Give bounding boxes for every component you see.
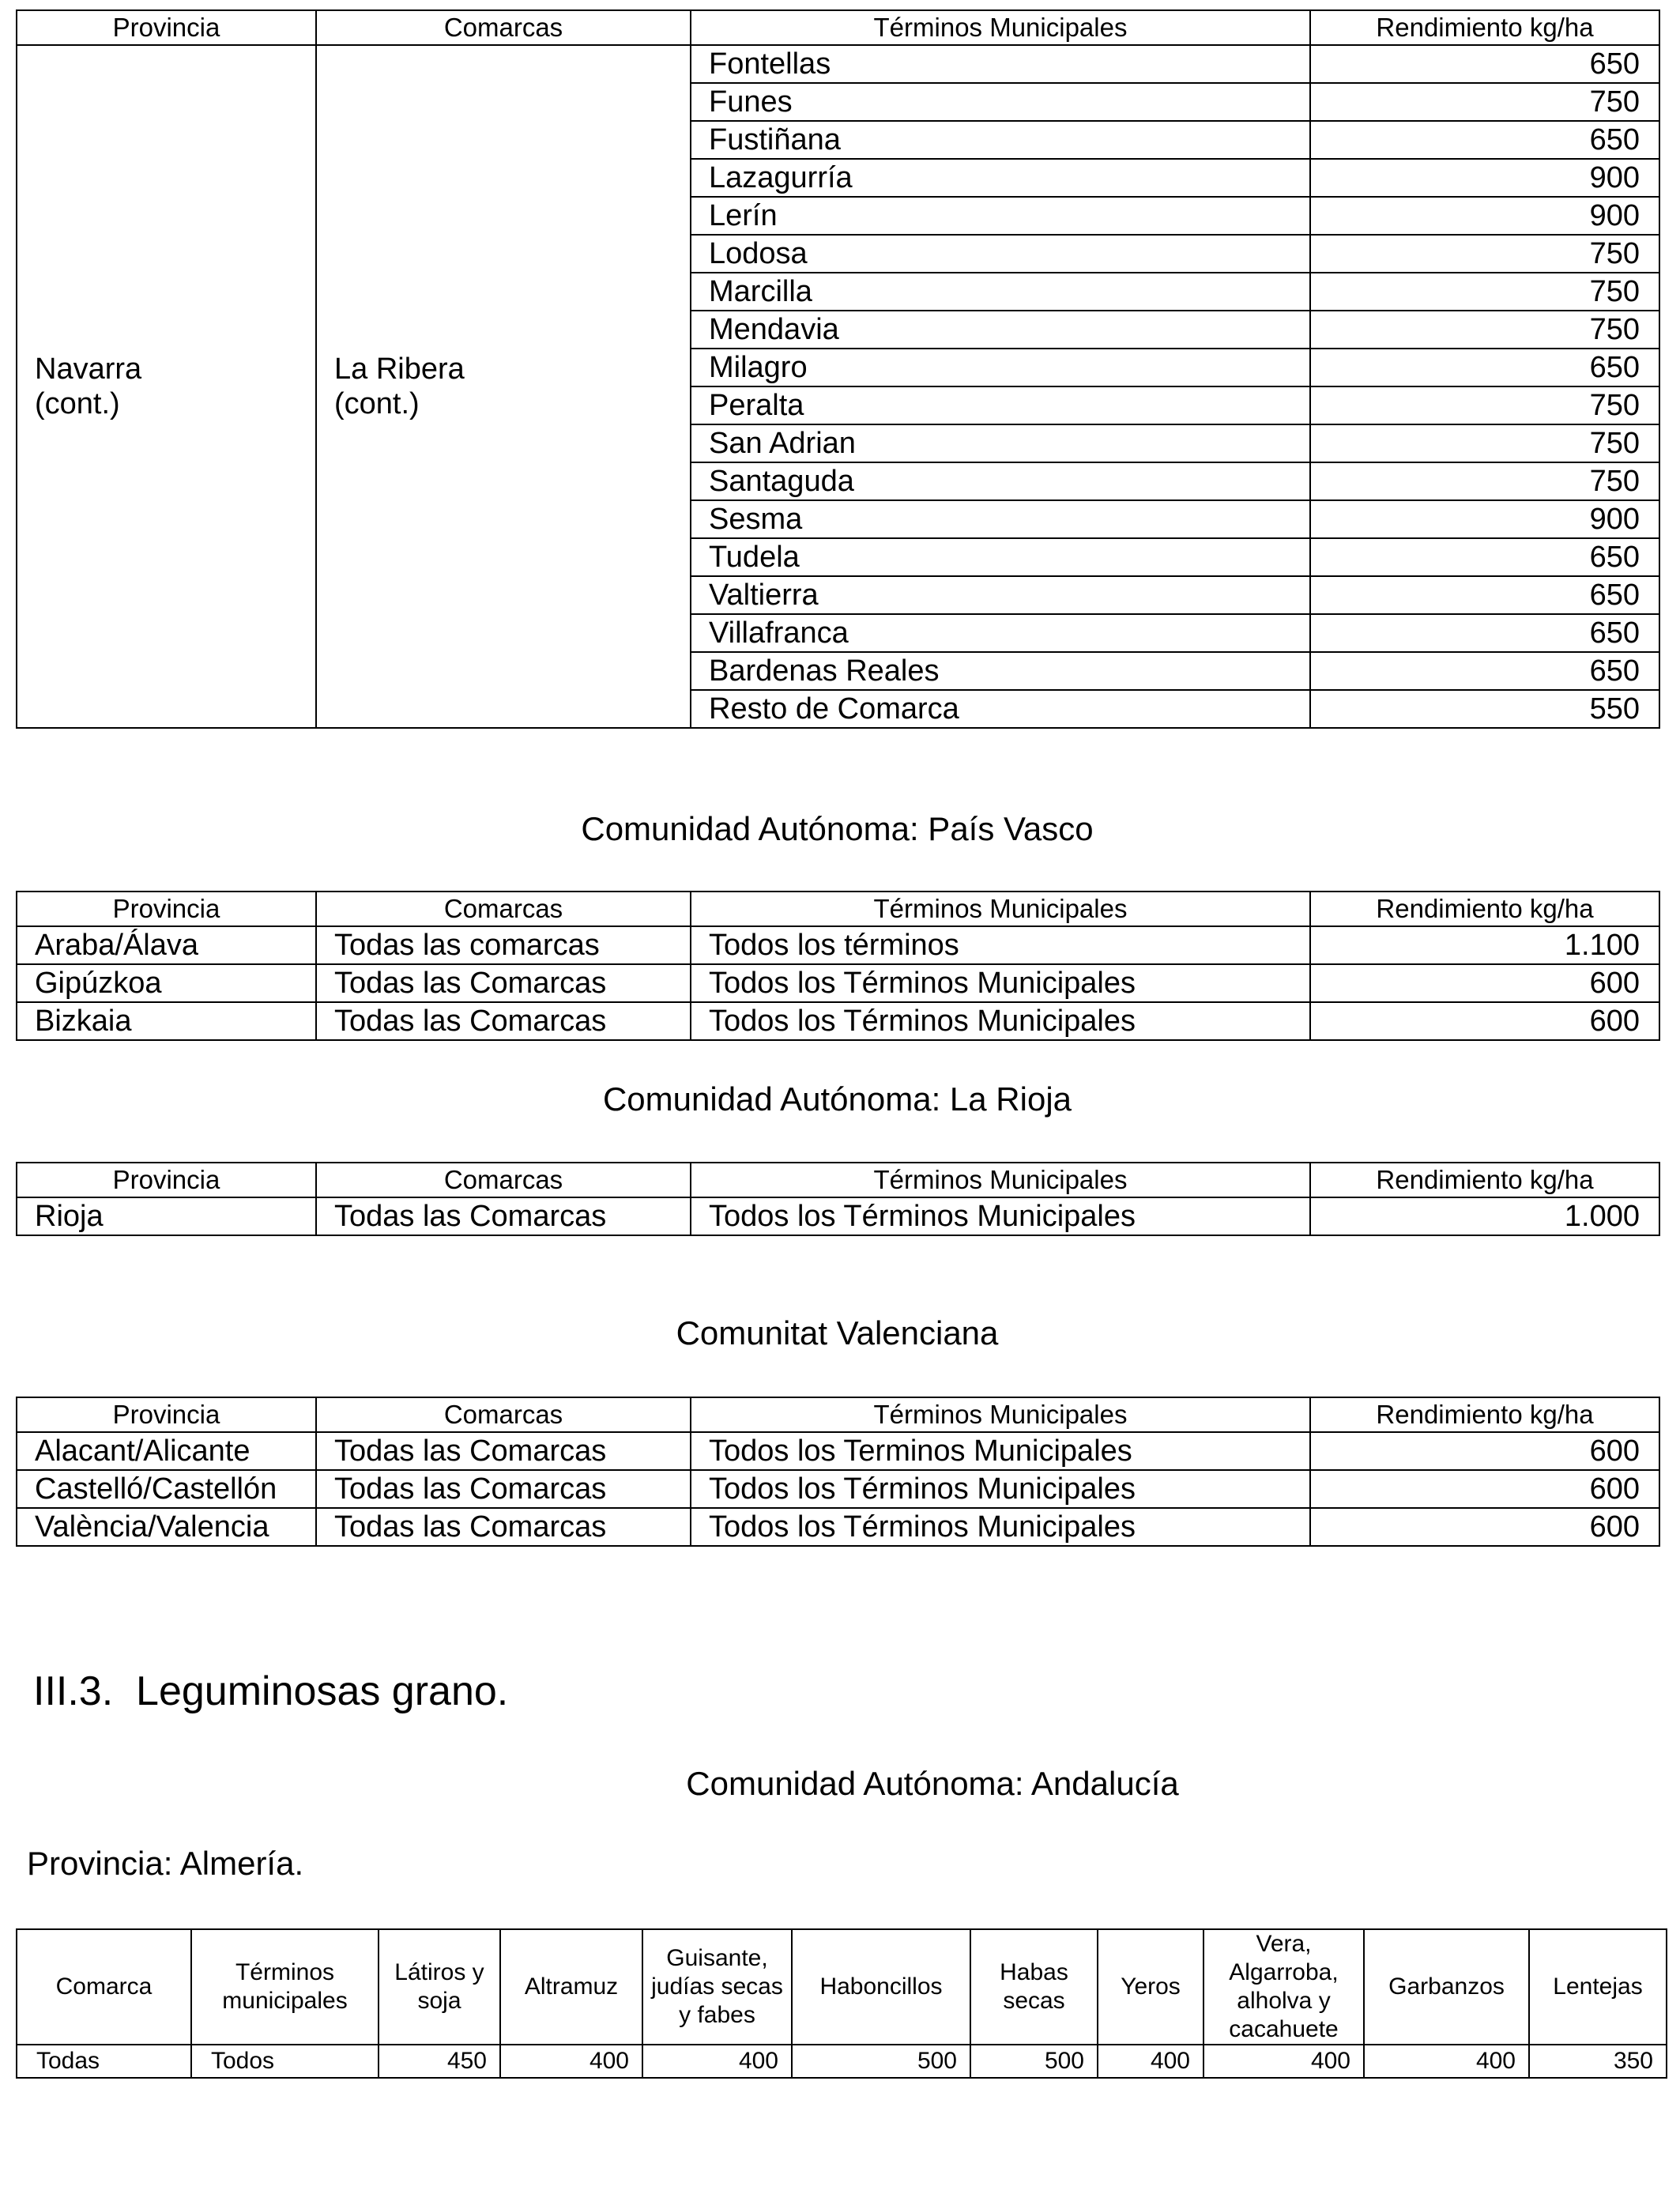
termino-cell: Marcilla	[691, 273, 1310, 311]
table-row	[17, 1197, 1659, 1235]
provincia-cont: (cont.)	[35, 387, 120, 420]
header-lentejas: Lentejas	[1529, 1929, 1667, 2045]
provincia-cell	[17, 45, 316, 728]
rendimiento-cell: 550	[1310, 690, 1659, 728]
valenciana-title: Comunitat Valenciana	[676, 1314, 999, 1351]
provincia-cell: Rioja	[17, 1197, 316, 1235]
header-terminos: Términos Municipales	[691, 10, 1310, 45]
rendimiento-cell: 650	[1310, 614, 1659, 652]
table-header-row	[17, 892, 1659, 926]
rendimiento-cell: 650	[1310, 576, 1659, 614]
provincia-cell: Gipúzkoa	[17, 964, 316, 1002]
comarca-cell: Todas las Comarcas	[316, 964, 691, 1002]
provincia-line: Navarra	[35, 352, 142, 386]
termino-cell: San Adrian	[691, 424, 1310, 462]
table-row	[17, 45, 1659, 83]
la-rioja-table	[16, 1162, 1660, 1236]
table-row	[17, 1432, 1659, 1470]
pais-vasco-table	[16, 891, 1660, 1041]
header-latiros: Látiros y soja	[379, 1929, 500, 2045]
termino-cell: Todos los Términos Municipales	[691, 1508, 1310, 1546]
termino-cell: Tudela	[691, 538, 1310, 576]
table-header-row	[17, 1163, 1659, 1197]
header-guisante: Guisante, judías secas y fabes	[642, 1929, 792, 2045]
rendimiento-cell: 600	[1310, 1432, 1659, 1470]
header-rendimiento: Rendimiento kg/ha	[1310, 1163, 1659, 1197]
termino-cell: Villafranca	[691, 614, 1310, 652]
rendimiento-cell: 750	[1310, 386, 1659, 424]
termino-cell: Fustiñana	[691, 121, 1310, 159]
table-header-row	[17, 1397, 1659, 1432]
termino-cell: Milagro	[691, 349, 1310, 386]
header-altramuz: Altramuz	[500, 1929, 642, 2045]
table-row	[17, 926, 1659, 964]
rendimiento-cell: 900	[1310, 159, 1659, 197]
rendimiento-cell: 650	[1310, 538, 1659, 576]
header-provincia: Provincia	[17, 10, 316, 45]
header-comarca: Comarca	[17, 1929, 191, 2045]
header-provincia: Provincia	[17, 892, 316, 926]
rendimiento-cell: 750	[1310, 273, 1659, 311]
header-garbanzos: Garbanzos	[1364, 1929, 1529, 2045]
termino-cell: Funes	[691, 83, 1310, 121]
header-comarcas: Comarcas	[316, 10, 691, 45]
rendimiento-cell: 600	[1310, 964, 1659, 1002]
termino-cell: Lazagurría	[691, 159, 1310, 197]
header-comarcas: Comarcas	[316, 892, 691, 926]
cell-comarca: Todas	[17, 2045, 191, 2078]
andalucia-title: Comunidad Autónoma: Andalucía	[686, 1765, 1179, 1802]
termino-cell: Lodosa	[691, 235, 1310, 273]
header-comarcas: Comarcas	[316, 1397, 691, 1432]
termino-cell: Mendavia	[691, 311, 1310, 349]
header-provincia: Provincia	[17, 1397, 316, 1432]
termino-cell: Lerín	[691, 197, 1310, 235]
comarca-cell: Todas las Comarcas	[316, 1002, 691, 1040]
comarca-cell: Todas las Comarcas	[316, 1470, 691, 1508]
termino-cell: Resto de Comarca	[691, 690, 1310, 728]
termino-cell: Sesma	[691, 500, 1310, 538]
rendimiento-cell: 650	[1310, 45, 1659, 83]
cell-lentejas: 350	[1529, 2045, 1667, 2078]
header-habas: Habas secas	[970, 1929, 1098, 2045]
cell-habas: 500	[970, 2045, 1098, 2078]
termino-cell: Todos los Términos Municipales	[691, 1002, 1310, 1040]
rendimiento-cell: 600	[1310, 1508, 1659, 1546]
rendimiento-cell: 750	[1310, 235, 1659, 273]
provincia-cell: Bizkaia	[17, 1002, 316, 1040]
provincia-cell: Alacant/Alicante	[17, 1432, 316, 1470]
rendimiento-cell: 900	[1310, 197, 1659, 235]
termino-cell: Todos los Términos Municipales	[691, 964, 1310, 1002]
header-terminos: Términos municipales	[191, 1929, 379, 2045]
comarca-cell: Todas las comarcas	[316, 926, 691, 964]
termino-cell: Santaguda	[691, 462, 1310, 500]
table-row	[17, 964, 1659, 1002]
header-provincia: Provincia	[17, 1163, 316, 1197]
pais-vasco-title: Comunidad Autónoma: País Vasco	[581, 810, 1094, 847]
comarca-cell: Todas las Comarcas	[316, 1197, 691, 1235]
header-yeros: Yeros	[1098, 1929, 1203, 2045]
comarca-line: La Ribera	[334, 352, 465, 386]
table-row	[17, 2045, 1667, 2078]
cell-latiros: 450	[379, 2045, 500, 2078]
header-terminos: Términos Municipales	[691, 1163, 1310, 1197]
termino-cell: Valtierra	[691, 576, 1310, 614]
header-comarcas: Comarcas	[316, 1163, 691, 1197]
rendimiento-cell: 900	[1310, 500, 1659, 538]
table-header-row	[17, 10, 1659, 45]
table-header-row	[17, 1929, 1667, 2045]
provincia-almeria: Provincia: Almería.	[27, 1845, 304, 1882]
table-row	[17, 1002, 1659, 1040]
provincia-cell: Castelló/Castellón	[17, 1470, 316, 1508]
provincia-cell: Araba/Álava	[17, 926, 316, 964]
cell-terminos: Todos	[191, 2045, 379, 2078]
comarca-cell	[316, 45, 691, 728]
termino-cell: Todos los Términos Municipales	[691, 1470, 1310, 1508]
valenciana-table	[16, 1397, 1660, 1547]
header-rendimiento: Rendimiento kg/ha	[1310, 892, 1659, 926]
rendimiento-cell: 1.100	[1310, 926, 1659, 964]
table-row	[17, 1508, 1659, 1546]
cell-altramuz: 400	[500, 2045, 642, 2078]
la-rioja-title: Comunidad Autónoma: La Rioja	[602, 1080, 1072, 1118]
termino-cell: Peralta	[691, 386, 1310, 424]
rendimiento-cell: 650	[1310, 121, 1659, 159]
termino-cell: Todos los Terminos Municipales	[691, 1432, 1310, 1470]
header-vera: Vera, Algarroba, alholva y cacahuete	[1203, 1929, 1364, 2045]
header-terminos: Términos Municipales	[691, 892, 1310, 926]
termino-cell: Fontellas	[691, 45, 1310, 83]
rendimiento-cell: 750	[1310, 311, 1659, 349]
comarca-cell: Todas las Comarcas	[316, 1432, 691, 1470]
header-rendimiento: Rendimiento kg/ha	[1310, 1397, 1659, 1432]
cell-garbanzos: 400	[1364, 2045, 1529, 2078]
termino-cell: Todos los términos	[691, 926, 1310, 964]
provincia-cell: València/Valencia	[17, 1508, 316, 1546]
cell-yeros: 400	[1098, 2045, 1203, 2078]
rendimiento-cell: 600	[1310, 1470, 1659, 1508]
comarca-cell: Todas las Comarcas	[316, 1508, 691, 1546]
rendimiento-cell: 650	[1310, 652, 1659, 690]
cell-haboncillos: 500	[792, 2045, 970, 2078]
section-heading: III.3. Leguminosas grano.	[33, 1668, 509, 1714]
rendimiento-cell: 750	[1310, 462, 1659, 500]
header-rendimiento: Rendimiento kg/ha	[1310, 10, 1659, 45]
table-row	[17, 1470, 1659, 1508]
comarca-cont: (cont.)	[334, 387, 420, 420]
cell-guisante: 400	[642, 2045, 792, 2078]
rendimiento-cell: 650	[1310, 349, 1659, 386]
header-haboncillos: Haboncillos	[792, 1929, 970, 2045]
rendimiento-cell: 750	[1310, 424, 1659, 462]
termino-cell: Bardenas Reales	[691, 652, 1310, 690]
cell-vera: 400	[1203, 2045, 1364, 2078]
rendimiento-cell: 600	[1310, 1002, 1659, 1040]
termino-cell: Todos los Términos Municipales	[691, 1197, 1310, 1235]
header-terminos: Términos Municipales	[691, 1397, 1310, 1432]
leguminosas-table	[16, 1928, 1667, 2079]
rendimiento-cell: 750	[1310, 83, 1659, 121]
rendimiento-cell: 1.000	[1310, 1197, 1659, 1235]
navarra-table	[16, 9, 1660, 729]
